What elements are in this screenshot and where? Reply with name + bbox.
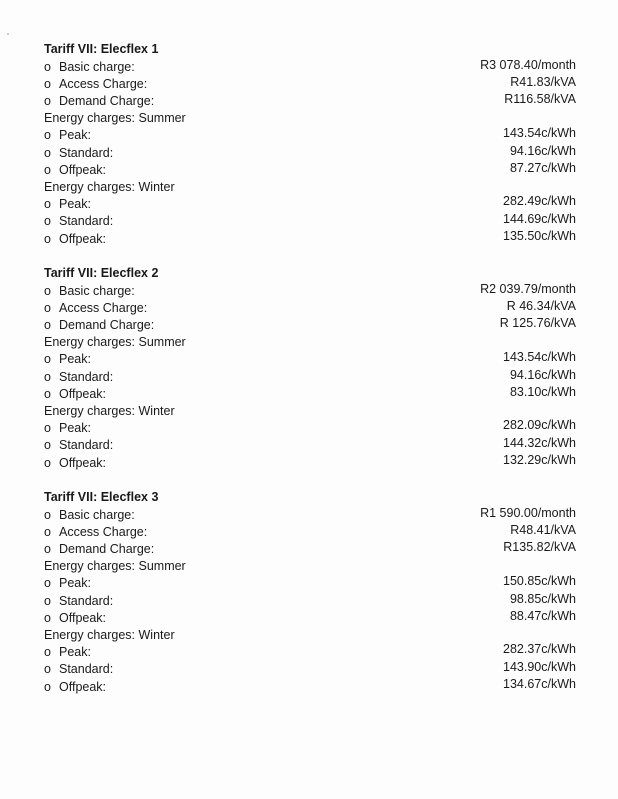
winter-peak-value: 282.49c/kWh (503, 194, 576, 208)
summer-peak-label: o Peak: (44, 128, 91, 142)
winter-offpeak-value: 134.67c/kWh (503, 677, 576, 691)
summer-standard-label: o Standard: (44, 370, 114, 384)
access-charge-value: R41.83/kVA (510, 75, 576, 89)
bullet: o (44, 542, 51, 556)
winter-peak-label: o Peak: (44, 421, 91, 435)
bullet: o (44, 318, 51, 332)
summer-offpeak-value: 87.27c/kWh (509, 161, 576, 175)
tariff-title: Tariff VII: Elecflex 3 (44, 490, 159, 504)
winter-standard-value: 144.32c/kWh (503, 436, 576, 450)
bullet: o (44, 214, 51, 228)
bullet: o (44, 576, 51, 590)
winter-peak-label: o Peak: (44, 645, 91, 659)
tariff-title: Tariff VII: Elecflex 1 (44, 42, 159, 56)
demand-charge-label: o Demand Charge: (44, 318, 155, 332)
bullet: o (44, 370, 51, 384)
bullet: o (44, 456, 51, 470)
winter-offpeak-label: o Offpeak: (44, 680, 107, 694)
summer-offpeak-value: 83.10c/kWh (509, 385, 576, 399)
bullet: o (44, 60, 51, 74)
summer-peak-value: 143.54c/kWh (503, 350, 576, 364)
bullet: o (44, 284, 51, 298)
basic-charge-label: o Basic charge: (44, 508, 135, 522)
summer-heading: Energy charges: Summer (44, 559, 186, 573)
bullet: o (44, 163, 51, 177)
basic-charge-value: R2 039.79/month (480, 282, 576, 296)
bullet: o (44, 352, 51, 366)
bullet: o (44, 197, 51, 211)
summer-heading: Energy charges: Summer (44, 111, 186, 125)
summer-peak-value: 143.54c/kWh (503, 126, 576, 140)
summer-offpeak-label: o Offpeak: (44, 387, 107, 401)
summer-heading: Energy charges: Summer (44, 335, 186, 349)
winter-heading: Energy charges: Winter (44, 180, 175, 194)
bullet: o (44, 594, 51, 608)
winter-offpeak-value: 132.29c/kWh (503, 453, 576, 467)
winter-peak-value: 282.09c/kWh (503, 418, 576, 432)
bullet: o (44, 438, 51, 452)
bullet: o (44, 525, 51, 539)
summer-peak-label: o Peak: (44, 352, 91, 366)
bullet: o (44, 680, 51, 694)
winter-offpeak-label: o Offpeak: (44, 456, 107, 470)
summer-offpeak-label: o Offpeak: (44, 611, 107, 625)
winter-standard-label: o Standard: (44, 662, 114, 676)
demand-charge-value: R135.82/kVA (503, 540, 576, 554)
bullet: o (44, 508, 51, 522)
summer-offpeak-value: 88.47c/kWh (509, 609, 576, 623)
winter-standard-label: o Standard: (44, 438, 114, 452)
basic-charge-value: R1 590.00/month (480, 506, 576, 520)
winter-standard-label: o Standard: (44, 214, 114, 228)
summer-standard-label: o Standard: (44, 594, 114, 608)
summer-peak-value: 150.85c/kWh (503, 574, 576, 588)
tariff-title: Tariff VII: Elecflex 2 (44, 266, 159, 280)
winter-heading: Energy charges: Winter (44, 404, 175, 418)
bullet: o (44, 232, 51, 246)
bullet: o (44, 128, 51, 142)
bullet: o (44, 301, 51, 315)
winter-peak-label: o Peak: (44, 197, 91, 211)
access-charge-value: R48.41/kVA (510, 523, 576, 537)
bullet: o (44, 77, 51, 91)
bullet: o (44, 645, 51, 659)
basic-charge-label: o Basic charge: (44, 284, 135, 298)
winter-offpeak-value: 135.50c/kWh (503, 229, 576, 243)
demand-charge-label: o Demand Charge: (44, 542, 155, 556)
access-charge-value: R 46.34/kVA (506, 299, 576, 313)
demand-charge-value: R116.58/kVA (504, 92, 576, 106)
demand-charge-label: o Demand Charge: (44, 94, 155, 108)
basic-charge-label: o Basic charge: (44, 60, 135, 74)
demand-charge-value: R 125.76/kVA (499, 316, 576, 330)
summer-standard-value: 94.16c/kWh (509, 368, 576, 382)
winter-standard-value: 143.90c/kWh (503, 660, 576, 674)
summer-offpeak-label: o Offpeak: (44, 163, 107, 177)
bullet: o (44, 387, 51, 401)
summer-standard-value: 94.16c/kWh (509, 144, 576, 158)
scan-speck (7, 33, 9, 35)
bullet: o (44, 146, 51, 160)
winter-peak-value: 282.37c/kWh (503, 642, 576, 656)
access-charge-label: o Access Charge: (44, 525, 148, 539)
summer-standard-label: o Standard: (44, 146, 114, 160)
bullet: o (44, 94, 51, 108)
basic-charge-value: R3 078.40/month (480, 58, 576, 72)
summer-standard-value: 98.85c/kWh (509, 592, 576, 606)
bullet: o (44, 662, 51, 676)
bullet: o (44, 421, 51, 435)
winter-heading: Energy charges: Winter (44, 628, 175, 642)
bullet: o (44, 611, 51, 625)
winter-standard-value: 144.69c/kWh (503, 212, 576, 226)
access-charge-label: o Access Charge: (44, 301, 148, 315)
winter-offpeak-label: o Offpeak: (44, 232, 107, 246)
access-charge-label: o Access Charge: (44, 77, 148, 91)
summer-peak-label: o Peak: (44, 576, 91, 590)
